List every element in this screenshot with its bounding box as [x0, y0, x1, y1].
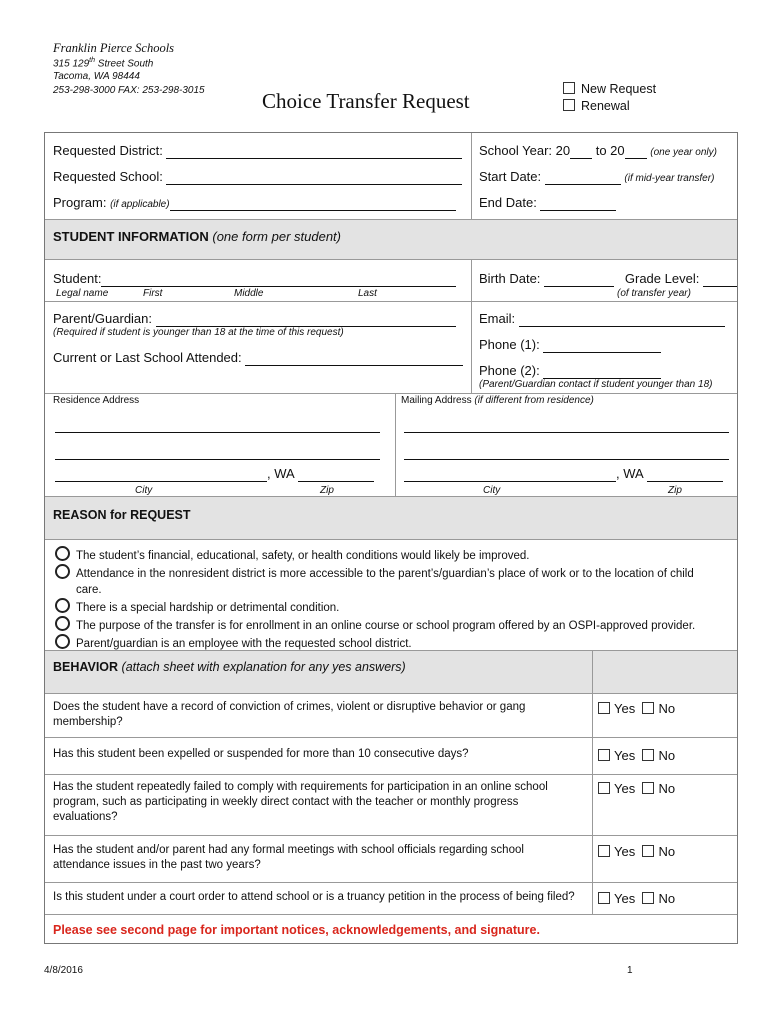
- requested-district-row: Requested District:: [53, 143, 462, 159]
- yes-no-1: Yes No: [598, 701, 675, 716]
- reason-radio-4[interactable]: [55, 616, 70, 631]
- behavior-question-4: Has the student and/or parent had any formal meetings with school officials regarding school attendance issues in the past two years?: [53, 844, 524, 871]
- school-year-start-field[interactable]: [570, 143, 592, 159]
- yes-checkbox-3[interactable]: [598, 782, 610, 794]
- reason-item: There is a special hardship or detrimental condition.: [55, 598, 735, 616]
- no-checkbox-4[interactable]: [642, 845, 654, 857]
- yes-no-4: Yes No: [598, 844, 675, 859]
- reason-radio-2[interactable]: [55, 564, 70, 579]
- org-city: Tacoma, WA 98444: [53, 71, 140, 82]
- page-number: 1: [627, 965, 633, 976]
- requested-district-field[interactable]: [166, 143, 462, 159]
- parent-field[interactable]: [156, 311, 456, 327]
- mailing-line-2[interactable]: [404, 441, 729, 460]
- grade-note: (of transfer year): [617, 288, 691, 299]
- org-name: Franklin Pierce Schools: [53, 41, 175, 55]
- requested-school-row: Requested School:: [53, 169, 462, 185]
- current-school-row: Current or Last School Attended:: [53, 350, 463, 366]
- mailing-label: Mailing Address (if different from residence): [401, 395, 594, 406]
- legal-name-label: Legal name: [56, 288, 109, 299]
- school-year-row: School Year: 20 to 20 (one year only): [479, 143, 717, 158]
- current-school-field[interactable]: [245, 350, 463, 366]
- mailing-city-label: City: [483, 485, 501, 496]
- first-name-label: First: [143, 288, 163, 299]
- reason-radio-5[interactable]: [55, 634, 70, 649]
- second-page-notice: Please see second page for important notices, acknowledgements, and signature.: [53, 923, 540, 937]
- behavior-title: BEHAVIOR (attach sheet with explanation for any yes answers): [53, 660, 406, 674]
- start-date-row: Start Date: (if mid-year transfer): [479, 169, 715, 184]
- yes-no-3: Yes No: [598, 781, 675, 796]
- page-title: Choice Transfer Request: [262, 89, 470, 113]
- residence-city-field[interactable]: [55, 466, 267, 482]
- email-field[interactable]: [519, 311, 725, 327]
- behavior-question-1: Does the student have a record of conviction of crimes, violent or disruptive behavior or gang membership?: [53, 701, 526, 728]
- reason-item: Attendance in the nonresident district is more accessible to the parent’s/guardian’s place of work or to the location of child: [55, 564, 735, 582]
- end-date-row: End Date:: [479, 195, 616, 211]
- mailing-city-row: , WA: [404, 466, 723, 482]
- reason-radio-1[interactable]: [55, 546, 70, 561]
- email-row: Email:: [479, 311, 725, 327]
- birth-date-row: Birth Date: Grade Level:: [479, 271, 737, 287]
- end-date-field[interactable]: [540, 195, 616, 211]
- reason-item-continued: care.: [76, 584, 102, 596]
- student-info-title: STUDENT INFORMATION (one form per student): [53, 229, 341, 244]
- reason-list: [55, 546, 735, 652]
- phone1-row: Phone (1):: [479, 337, 661, 353]
- school-year-end-field[interactable]: [625, 143, 647, 159]
- yes-checkbox-5[interactable]: [598, 892, 610, 904]
- residence-line-2[interactable]: [55, 441, 380, 460]
- behavior-question-3: Has the student repeatedly failed to comply with requirements for participation in an online school program, such as participating in weekly direct contact with the teacher or monthly progress evaluations?: [53, 781, 548, 823]
- behavior-question-5: Is this student under a court order to attend school or is a truancy petition in the process of being filed?: [53, 891, 575, 903]
- phone-note: (Parent/Guardian contact if student younger than 18): [479, 379, 713, 390]
- grade-level-field[interactable]: [703, 271, 737, 287]
- behavior-question-2: Has this student been expelled or suspended for more than 10 consecutive days?: [53, 748, 469, 760]
- no-checkbox-2[interactable]: [642, 749, 654, 761]
- reason-title: REASON for REQUEST: [53, 508, 191, 522]
- birth-date-field[interactable]: [544, 271, 614, 287]
- yes-checkbox-1[interactable]: [598, 702, 610, 714]
- renewal-option[interactable]: Renewal: [563, 99, 630, 113]
- middle-name-label: Middle: [234, 288, 264, 299]
- yes-no-2: Yes No: [598, 748, 675, 763]
- residence-zip-field[interactable]: [298, 466, 374, 482]
- yes-no-5: Yes No: [598, 891, 675, 906]
- reason-item: Parent/guardian is an employee with the requested school district.: [55, 634, 735, 652]
- residence-label: Residence Address: [53, 395, 140, 406]
- yes-checkbox-4[interactable]: [598, 845, 610, 857]
- last-name-label: Last: [358, 288, 377, 299]
- phone2-field[interactable]: [543, 363, 661, 379]
- start-date-field[interactable]: [545, 169, 621, 185]
- footer-date: 4/8/2016: [44, 965, 83, 976]
- reason-item: The student’s financial, educational, safety, or health conditions would likely be improved.: [55, 546, 735, 564]
- mailing-zip-field[interactable]: [647, 466, 723, 482]
- student-name-field[interactable]: [101, 271, 456, 287]
- renewal-checkbox[interactable]: [563, 99, 575, 111]
- parent-row: Parent/Guardian:: [53, 311, 456, 327]
- org-phone: 253-298-3000 FAX: 253-298-3015: [53, 85, 205, 96]
- mailing-city-field[interactable]: [404, 466, 616, 482]
- no-checkbox-5[interactable]: [642, 892, 654, 904]
- no-checkbox-3[interactable]: [642, 782, 654, 794]
- residence-city-row: , WA: [55, 466, 374, 482]
- reason-item: The purpose of the transfer is for enrollment in an online course or school program offered by an OSPI-approved provider.: [55, 616, 735, 634]
- no-checkbox-1[interactable]: [642, 702, 654, 714]
- requested-school-field[interactable]: [166, 169, 462, 185]
- new-request-option[interactable]: New Request: [563, 82, 656, 96]
- org-street: 315 129th Street South: [53, 57, 154, 70]
- residence-line-1[interactable]: [55, 414, 380, 433]
- phone2-row: Phone (2):: [479, 363, 661, 379]
- mailing-line-1[interactable]: [404, 414, 729, 433]
- yes-checkbox-2[interactable]: [598, 749, 610, 761]
- program-field[interactable]: [170, 195, 456, 211]
- parent-note: (Required if student is younger than 18 at the time of this request): [53, 327, 344, 338]
- mailing-zip-label: Zip: [668, 485, 682, 496]
- new-request-checkbox[interactable]: [563, 82, 575, 94]
- student-row: Student:: [53, 271, 456, 287]
- program-row: Program: (if applicable): [53, 195, 456, 211]
- residence-zip-label: Zip: [320, 485, 334, 496]
- residence-city-label: City: [135, 485, 153, 496]
- phone1-field[interactable]: [543, 337, 661, 353]
- reason-radio-3[interactable]: [55, 598, 70, 613]
